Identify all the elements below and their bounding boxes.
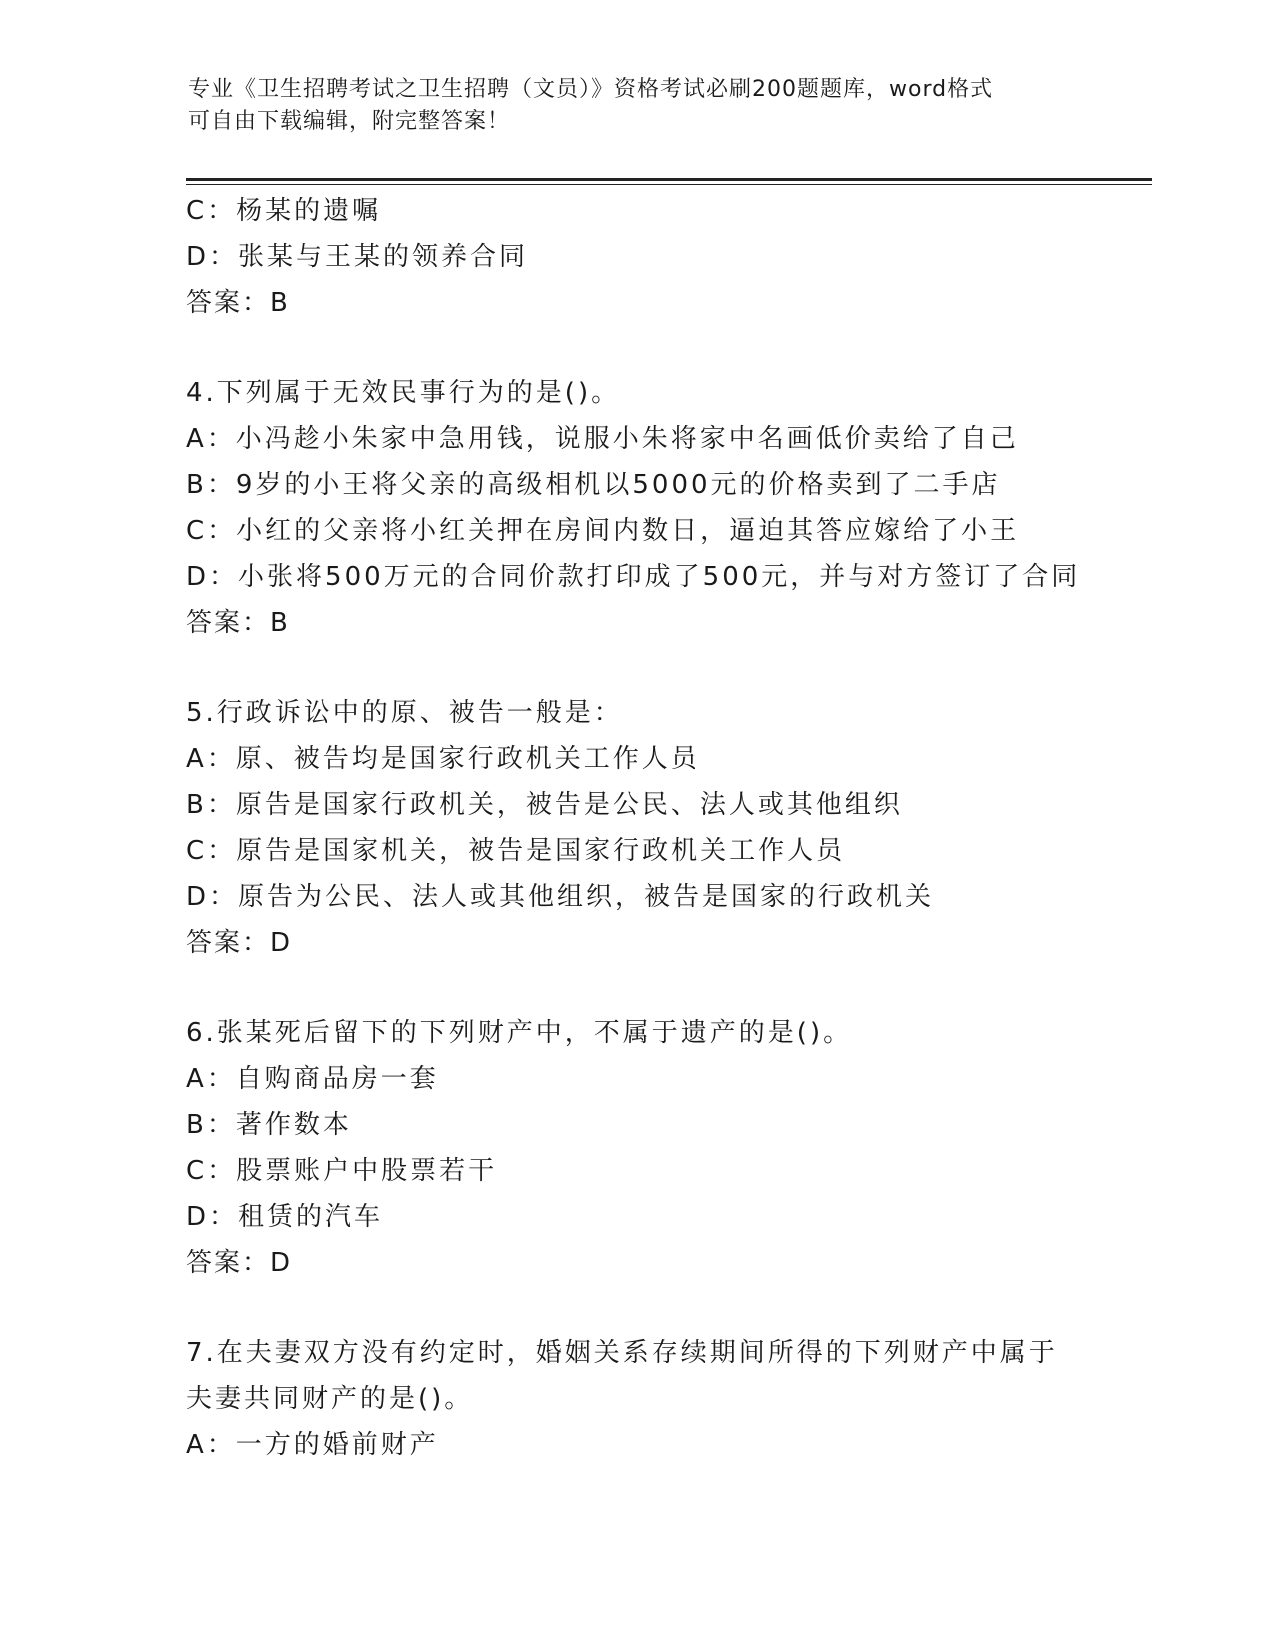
answer-line: 答案：B bbox=[186, 288, 290, 318]
header-rule-thick bbox=[186, 178, 1152, 181]
header-rule-thin bbox=[186, 184, 1152, 185]
option-b: B：著作数本 bbox=[186, 1110, 352, 1140]
option-b: B：原告是国家行政机关，被告是公民、法人或其他组织 bbox=[186, 790, 903, 820]
option-a: A：小冯趁小朱家中急用钱，说服小朱将家中名画低价卖给了自己 bbox=[186, 424, 1019, 454]
question-block-3 bbox=[186, 188, 1176, 326]
option-b: B：9岁的小王将父亲的高级相机以5000元的价格卖到了二手店 bbox=[186, 470, 1001, 500]
question-block-6 bbox=[186, 1010, 1176, 1286]
question-block-4 bbox=[186, 370, 1176, 646]
option-c: C：股票账户中股票若干 bbox=[186, 1156, 498, 1186]
option-c: C：小红的父亲将小红关押在房间内数日，逼迫其答应嫁给了小王 bbox=[186, 516, 1020, 546]
option-a: A：自购商品房一套 bbox=[186, 1064, 439, 1094]
question-title: 5.行政诉讼中的原、被告一般是： bbox=[186, 698, 623, 728]
block-spacer bbox=[186, 326, 1176, 370]
option-d: D：原告为公民、法人或其他组织，被告是国家的行政机关 bbox=[186, 882, 935, 912]
option-d: D：小张将500万元的合同价款打印成了500元，并与对方签订了合同 bbox=[186, 562, 1081, 592]
question-title-line-2: 夫妻共同财产的是()。 bbox=[186, 1384, 474, 1414]
option-d: D：租赁的汽车 bbox=[186, 1202, 384, 1232]
answer-line: 答案：B bbox=[186, 608, 290, 638]
header-title-line-1: 专业《卫生招聘考试之卫生招聘（文员）》资格考试必刷200题题库，word格式 bbox=[188, 77, 994, 102]
option-a: A：一方的婚前财产 bbox=[186, 1430, 439, 1460]
block-spacer bbox=[186, 1286, 1176, 1330]
block-spacer bbox=[186, 966, 1176, 1010]
question-list bbox=[186, 188, 1176, 1468]
question-title: 4.下列属于无效民事行为的是()。 bbox=[186, 378, 621, 408]
question-block-7 bbox=[186, 1330, 1176, 1468]
document-header bbox=[188, 74, 1088, 138]
question-title: 6.张某死后留下的下列财产中，不属于遗产的是()。 bbox=[186, 1018, 853, 1048]
option-a: A：原、被告均是国家行政机关工作人员 bbox=[186, 744, 700, 774]
option-c: C：原告是国家机关，被告是国家行政机关工作人员 bbox=[186, 836, 846, 866]
question-block-5 bbox=[186, 690, 1176, 966]
block-spacer bbox=[186, 646, 1176, 690]
option-d: D：张某与王某的领养合同 bbox=[186, 242, 529, 272]
answer-line: 答案：D bbox=[186, 928, 293, 958]
option-c: C：杨某的遗嘱 bbox=[186, 196, 382, 226]
answer-line: 答案：D bbox=[186, 1248, 293, 1278]
header-title-line-2: 可自由下载编辑，附完整答案！ bbox=[188, 109, 511, 134]
question-title-line-1: 7.在夫妻双方没有约定时，婚姻关系存续期间所得的下列财产中属于 bbox=[186, 1338, 1058, 1368]
